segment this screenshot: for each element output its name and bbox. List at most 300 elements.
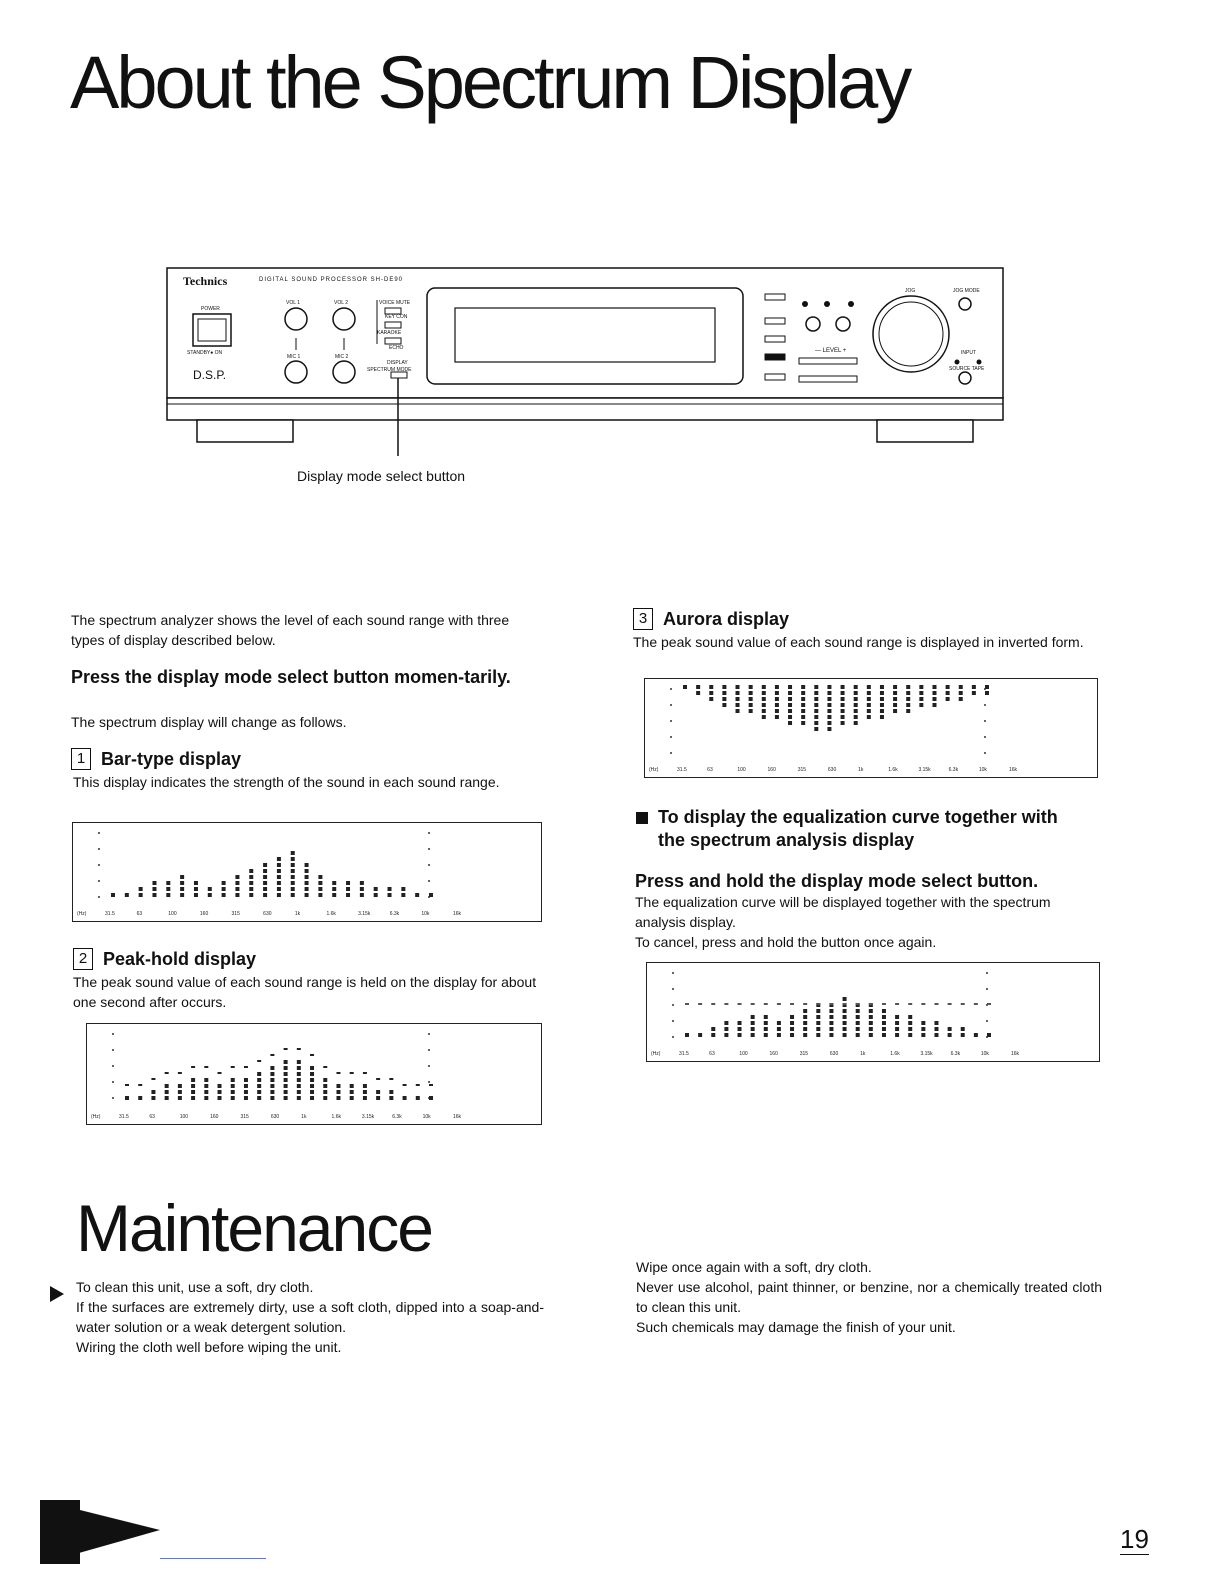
spectrum-segment — [801, 691, 805, 695]
spectrum-segment — [318, 893, 322, 897]
spectrum-segment — [841, 691, 845, 695]
spectrum-segment — [764, 1015, 768, 1019]
spectrum-segment — [231, 1090, 235, 1094]
spectrum-segment — [814, 721, 818, 725]
spectrum-segment — [235, 881, 239, 885]
spectrum-segment — [856, 1027, 860, 1031]
spectrum-segment — [698, 1033, 702, 1037]
maint-left-3: Wiring the cloth well before wiping the unit. — [76, 1339, 342, 1355]
spectrum-segment — [284, 1090, 288, 1094]
section-2-text: The peak sound value of each sound range is held on the display for about one second after occurs. — [73, 974, 537, 1010]
spectrum-segment — [814, 715, 818, 719]
spectrum-segment — [775, 715, 779, 719]
freq-tick-label: 16k — [1009, 767, 1018, 773]
aurora-spectrum — [645, 679, 1097, 777]
scale-dot — [428, 848, 430, 850]
spectrum-segment — [709, 697, 713, 701]
spectrum-segment — [388, 887, 392, 891]
spectrum-segment — [139, 887, 143, 891]
spectrum-segment — [906, 697, 910, 701]
eq-curve-mark — [698, 1003, 702, 1005]
peak-marker — [336, 1072, 340, 1074]
spectrum-segment — [867, 697, 871, 701]
spectrum-segment — [305, 893, 309, 897]
spectrum-segment — [235, 875, 239, 879]
spectrum-segment — [249, 881, 253, 885]
peak-marker — [191, 1066, 195, 1068]
section-3-number: 3 — [633, 608, 653, 630]
spectrum-segment — [231, 1096, 235, 1100]
freq-tick-label: 10k — [980, 1051, 989, 1057]
spectrum-segment — [880, 709, 884, 713]
freq-tick-label: 16k — [453, 911, 462, 917]
spectrum-segment — [724, 1027, 728, 1031]
spectrum-segment — [919, 685, 923, 689]
spectrum-segment — [738, 1027, 742, 1031]
spectrum-segment — [775, 703, 779, 707]
spectrum-segment — [318, 881, 322, 885]
scale-dot — [672, 1036, 674, 1038]
maint-right-3: Such chemicals may damage the finish of your unit. — [636, 1319, 956, 1335]
spectrum-segment — [801, 715, 805, 719]
spectrum-segment — [893, 685, 897, 689]
spectrum-segment — [775, 709, 779, 713]
diagram-caption: Display mode select button — [297, 468, 466, 484]
spectrum-segment — [987, 1033, 991, 1037]
eq-curve-mark — [829, 1003, 833, 1005]
spectrum-segment — [336, 1090, 340, 1094]
section-2-title: Peak-hold display — [103, 948, 257, 969]
spectrum-segment — [363, 1084, 367, 1088]
spectrum-segment — [291, 881, 295, 885]
spectrum-segment — [919, 697, 923, 701]
spectrum-segment — [985, 691, 989, 695]
spectrum-segment — [244, 1090, 248, 1094]
spectrum-segment — [814, 727, 818, 731]
spectrum-segment — [125, 893, 129, 897]
section-3-heading — [633, 608, 789, 630]
scale-dot — [112, 1065, 114, 1067]
freq-tick-label: 315 — [797, 767, 807, 773]
spectrum-segment — [841, 709, 845, 713]
spectrum-segment — [323, 1090, 327, 1094]
spectrum-segment — [244, 1084, 248, 1088]
spectrum-segment — [310, 1066, 314, 1070]
spectrum-segment — [856, 1033, 860, 1037]
spectrum-segment — [323, 1078, 327, 1082]
spectrum-segment — [961, 1033, 965, 1037]
spectrum-segment — [764, 1033, 768, 1037]
spectrum-segment — [257, 1084, 261, 1088]
spectrum-segment — [180, 881, 184, 885]
eq-curve-mark — [777, 1003, 781, 1005]
footer-line — [160, 1558, 266, 1559]
scale-dot — [428, 832, 430, 834]
spectrum-segment — [919, 703, 923, 707]
spectrum-segment — [908, 1021, 912, 1025]
jog-label: JOG — [905, 288, 916, 294]
spectrum-segment — [867, 703, 871, 707]
spectrum-segment — [908, 1027, 912, 1031]
spectrum-segment — [906, 703, 910, 707]
scale-dot — [984, 720, 986, 722]
spectrum-segment — [310, 1078, 314, 1082]
scale-dot — [670, 688, 672, 690]
spectrum-segment — [880, 697, 884, 701]
scale-dot — [428, 1033, 430, 1035]
spectrum-segment — [389, 1090, 393, 1094]
spectrum-segment — [736, 691, 740, 695]
freq-tick-label: 1k — [301, 1114, 307, 1120]
spectrum-segment — [827, 721, 831, 725]
spectrum-segment — [138, 1096, 142, 1100]
spectrum-segment — [360, 887, 364, 891]
spectrum-segment — [895, 1027, 899, 1031]
freq-tick-label: 31.5 — [679, 1051, 689, 1057]
spectrum-segment — [191, 1096, 195, 1100]
spectrum-segment — [270, 1072, 274, 1076]
spectrum-segment — [946, 697, 950, 701]
spectrum-segment — [332, 887, 336, 891]
spectrum-segment — [948, 1027, 952, 1031]
spectrum-segment — [762, 685, 766, 689]
spectrum-segment — [803, 1027, 807, 1031]
spectrum-segment — [297, 1066, 301, 1070]
spectrum-segment — [194, 887, 198, 891]
spectrum-segment — [125, 1096, 129, 1100]
spectrum-segment — [310, 1084, 314, 1088]
peak-marker — [125, 1084, 129, 1086]
peak-marker — [165, 1072, 169, 1074]
spectrum-segment — [841, 697, 845, 701]
spectrum-segment — [277, 875, 281, 879]
peak-marker — [403, 1084, 407, 1086]
spectrum-segment — [816, 1033, 820, 1037]
spectrum-segment — [297, 1060, 301, 1064]
device-diagram — [165, 266, 1005, 456]
hold-heading: Press and hold the display mode select button. — [635, 871, 1039, 891]
spectrum-segment — [751, 1015, 755, 1019]
spectrum-segment — [284, 1066, 288, 1070]
eq-curve-mark — [987, 1003, 991, 1005]
spectrum-segment — [165, 1090, 169, 1094]
spectrum-segment — [803, 1009, 807, 1013]
intro-text: The spectrum analyzer shows the level of each sound range with three types of display described below. — [71, 612, 510, 648]
eq-curve-mark — [751, 1003, 755, 1005]
freq-tick-label: 100 — [739, 1051, 748, 1057]
eq-curve-mark — [790, 1003, 794, 1005]
spectrum-segment — [932, 703, 936, 707]
spectrum-segment — [257, 1072, 261, 1076]
spectrum-segment — [829, 1021, 833, 1025]
spectrum-segment — [724, 1033, 728, 1037]
spectrum-segment — [906, 685, 910, 689]
freq-tick-label: 10k — [978, 767, 987, 773]
vol2-label: VOL 2 — [334, 300, 348, 306]
freq-tick-label: 100 — [168, 911, 177, 917]
spectrum-segment — [775, 685, 779, 689]
spectrum-segment — [985, 685, 989, 689]
spectrum-segment — [191, 1078, 195, 1082]
spectrum-segment — [277, 869, 281, 873]
freq-tick-label: 1.6k — [326, 911, 336, 917]
spectrum-segment — [788, 691, 792, 695]
peak-marker — [416, 1084, 420, 1086]
peak-marker — [218, 1072, 222, 1074]
freq-tick-label: 63 — [709, 1051, 715, 1057]
freq-tick-label: 6.3k — [392, 1114, 402, 1120]
spectrum-segment — [867, 691, 871, 695]
spectrum-segment — [284, 1078, 288, 1082]
maint-right-1: Wipe once again with a soft, dry cloth. — [636, 1259, 872, 1275]
eq-heading — [636, 806, 1106, 852]
scale-dot — [428, 1065, 430, 1067]
spectrum-segment — [388, 893, 392, 897]
peak-marker — [204, 1066, 208, 1068]
spectrum-segment — [297, 1072, 301, 1076]
maintenance-title: Maintenance — [76, 1191, 432, 1265]
spectrum-segment — [166, 893, 170, 897]
spectrum-segment — [934, 1027, 938, 1031]
spectrum-segment — [854, 715, 858, 719]
scale-dot — [112, 1049, 114, 1051]
spectrum-segment — [790, 1021, 794, 1025]
eq-curve-mark — [882, 1003, 886, 1005]
spectrum-segment — [204, 1096, 208, 1100]
spectrum-segment — [867, 709, 871, 713]
freq-tick-label: 3.15k — [918, 767, 931, 773]
echo-label: ECHO — [389, 345, 404, 351]
peak-marker — [284, 1048, 288, 1050]
peak-marker — [151, 1078, 155, 1080]
spectrum-segment — [775, 697, 779, 701]
spectrum-segment — [244, 1078, 248, 1082]
spectrum-segment — [843, 1027, 847, 1031]
spectrum-segment — [291, 857, 295, 861]
freq-tick-label: 16k — [453, 1114, 462, 1120]
spectrum-segment — [139, 893, 143, 897]
spectrum-segment — [218, 1084, 222, 1088]
spectrum-segment — [827, 685, 831, 689]
spectrum-segment — [827, 691, 831, 695]
freq-tick-label: 31.5 — [677, 767, 687, 773]
spectrum-segment — [908, 1015, 912, 1019]
spectrum-segment — [194, 893, 198, 897]
standby-label: STANDBY● ON — [187, 350, 223, 356]
freq-tick-label: 63 — [149, 1114, 155, 1120]
spectrum-segment — [151, 1096, 155, 1100]
spectrum-segment — [736, 697, 740, 701]
freq-tick-label: 1.6k — [888, 767, 898, 773]
spectrum-segment — [257, 1090, 261, 1094]
spectrum-segment — [178, 1090, 182, 1094]
spectrum-segment — [764, 1027, 768, 1031]
spectrum-segment — [829, 1009, 833, 1013]
spectrum-segment — [263, 893, 267, 897]
scale-dot — [112, 1097, 114, 1099]
maint-right-2: Never use alcohol, paint thinner, or benzine, nor a chemically treated cloth to clean this unit. — [636, 1279, 1102, 1315]
spectrum-segment — [151, 1090, 155, 1094]
spectrum-segment — [751, 1021, 755, 1025]
freq-tick-label: 160 — [199, 911, 209, 917]
jog-mode-label: JOG MODE — [953, 288, 980, 294]
spectrum-segment — [777, 1033, 781, 1037]
spectrum-segment — [880, 703, 884, 707]
mic1-label: MIC 1 — [287, 354, 301, 360]
spectrum-segment — [869, 1015, 873, 1019]
scale-dot — [984, 704, 986, 706]
device-front-panel — [165, 266, 1005, 456]
freq-tick-label: 630 — [829, 1051, 839, 1057]
spectrum-segment — [893, 691, 897, 695]
spectrum-segment — [277, 857, 281, 861]
spectrum-segment — [738, 1021, 742, 1025]
spectrum-segment — [843, 1033, 847, 1037]
scale-dot — [984, 736, 986, 738]
maintenance-left — [76, 1277, 544, 1357]
peak-marker — [257, 1060, 261, 1062]
section-3-text: The peak sound value of each sound range is displayed in inverted form. — [633, 634, 1084, 650]
spectrum-segment — [751, 1033, 755, 1037]
scale-dot — [670, 752, 672, 754]
section-1-number: 1 — [71, 748, 91, 770]
scale-dot — [428, 1049, 430, 1051]
spectrum-segment — [711, 1033, 715, 1037]
spectrum-segment — [906, 709, 910, 713]
spectrum-segment — [788, 703, 792, 707]
spectrum-segment — [277, 881, 281, 885]
peak-marker — [310, 1054, 314, 1056]
spectrum-segment — [841, 685, 845, 689]
freq-tick-label: 630 — [827, 767, 837, 773]
spectrum-segment — [856, 1009, 860, 1013]
spectrum-segment — [908, 1033, 912, 1037]
spectrum-segment — [867, 685, 871, 689]
spectrum-segment — [788, 697, 792, 701]
peak-marker — [270, 1054, 274, 1056]
aurora-display-panel — [644, 678, 1098, 778]
spectrum-segment — [270, 1084, 274, 1088]
freq-tick-label: 100 — [179, 1114, 189, 1120]
eq-curve-mark — [685, 1003, 689, 1005]
spectrum-segment — [882, 1009, 886, 1013]
scale-dot — [670, 720, 672, 722]
spectrum-segment — [827, 709, 831, 713]
spectrum-segment — [180, 875, 184, 879]
spectrum-segment — [165, 1084, 169, 1088]
spectrum-segment — [231, 1084, 235, 1088]
spectrum-segment — [291, 893, 295, 897]
spectrum-segment — [854, 685, 858, 689]
spectrum-segment — [711, 1027, 715, 1031]
scale-dot — [672, 1020, 674, 1022]
spectrum-segment — [323, 1096, 327, 1100]
section-3-title: Aurora display — [663, 608, 790, 629]
display-label: DISPLAY — [387, 360, 408, 366]
bullet-square-icon — [636, 812, 648, 824]
scale-dot — [112, 1081, 114, 1083]
spectrum-segment — [284, 1072, 288, 1076]
spectrum-segment — [277, 863, 281, 867]
spectrum-segment — [263, 863, 267, 867]
spectrum-segment — [801, 685, 805, 689]
spectrum-segment — [843, 1015, 847, 1019]
peak-marker — [297, 1048, 301, 1050]
press-heading-text: Press the display mode select button momen-tarily. — [71, 667, 511, 687]
freq-tick-label: 1.6k — [331, 1114, 341, 1120]
spectrum-segment — [401, 887, 405, 891]
spectrum-segment — [724, 1021, 728, 1025]
spectrum-segment — [222, 887, 226, 891]
spectrum-segment — [263, 881, 267, 885]
freq-tick-label: 1.6k — [890, 1051, 900, 1057]
section-2-heading — [73, 948, 256, 970]
spectrum-segment — [270, 1066, 274, 1070]
spectrum-segment — [263, 875, 267, 879]
eq-curve-mark — [856, 1003, 860, 1005]
freq-tick-label: 3.15k — [920, 1051, 933, 1057]
peak-marker — [376, 1078, 380, 1080]
spectrum-segment — [305, 881, 309, 885]
spectrum-segment — [374, 893, 378, 897]
spectrum-segment — [775, 691, 779, 695]
spectrum-segment — [696, 691, 700, 695]
eq-curve-mark — [843, 1003, 847, 1005]
spectrum-segment — [895, 1015, 899, 1019]
spectrum-segment — [856, 1021, 860, 1025]
spectrum-segment — [869, 1009, 873, 1013]
spectrum-segment — [932, 691, 936, 695]
eq-curve-mark — [869, 1003, 873, 1005]
freq-unit-label: (Hz) — [77, 911, 87, 917]
spectrum-segment — [788, 685, 792, 689]
spectrum-segment — [788, 709, 792, 713]
spectrum-segment — [814, 685, 818, 689]
spectrum-segment — [222, 881, 226, 885]
page-title: About the Spectrum Display — [70, 41, 910, 124]
eq-curve-mark — [816, 1003, 820, 1005]
spectrum-segment — [736, 709, 740, 713]
spectrum-segment — [843, 1009, 847, 1013]
spectrum-segment — [959, 691, 963, 695]
spectrum-segment — [880, 715, 884, 719]
freq-tick-label: 630 — [270, 1114, 280, 1120]
eq-display-panel — [646, 962, 1100, 1062]
scale-dot — [98, 832, 100, 834]
spectrum-segment — [854, 691, 858, 695]
eq-curve-mark — [948, 1003, 952, 1005]
spectrum-segment — [231, 1078, 235, 1082]
spectrum-segment — [814, 703, 818, 707]
spectrum-segment — [336, 1096, 340, 1100]
spectrum-segment — [749, 703, 753, 707]
freq-unit-label: (Hz) — [651, 1051, 661, 1057]
source-tape-label: SOURCE TAPE — [949, 366, 985, 372]
spectrum-segment — [972, 691, 976, 695]
spectrum-segment — [829, 1015, 833, 1019]
scale-dot — [98, 864, 100, 866]
spectrum-segment — [683, 685, 687, 689]
freq-tick-label: 630 — [263, 911, 272, 917]
freq-tick-label: 16k — [1011, 1051, 1020, 1057]
scale-dot — [672, 972, 674, 974]
spectrum-segment — [803, 1021, 807, 1025]
spectrum-segment — [882, 1021, 886, 1025]
spectrum-segment — [736, 703, 740, 707]
spectrum-segment — [856, 1015, 860, 1019]
scale-dot — [428, 864, 430, 866]
freq-tick-label: 10k — [421, 911, 430, 917]
